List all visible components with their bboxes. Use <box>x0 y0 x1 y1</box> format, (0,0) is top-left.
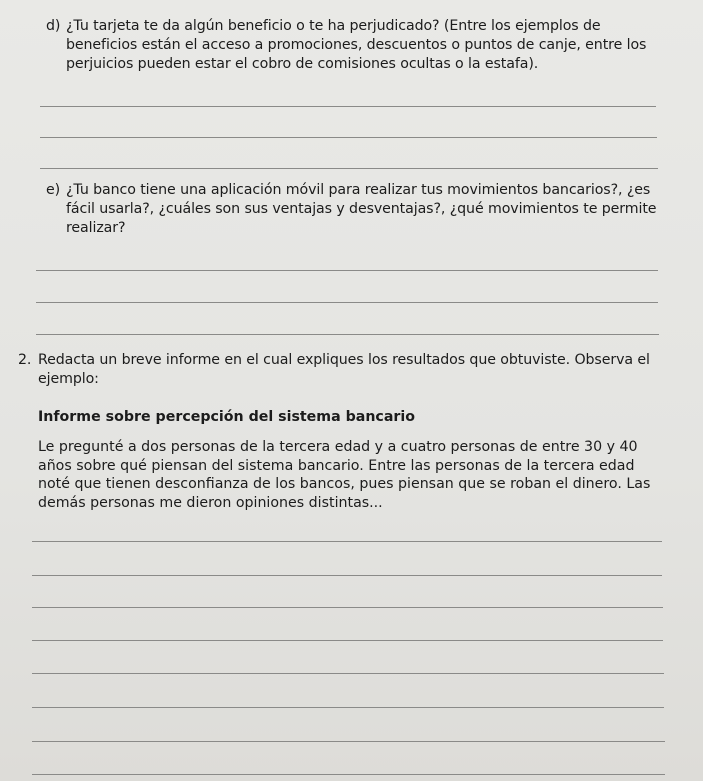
question-e-marker: e) <box>46 182 61 198</box>
item-2-marker: 2. <box>18 352 32 368</box>
question-d-marker: d) <box>46 18 61 34</box>
answer-line-d-3[interactable] <box>40 168 658 169</box>
question-e-text: ¿Tu banco tiene una aplicación móvil para realizar tus movimientos bancarios?, ¿es fácil usarla?, ¿cuáles son sus ventajas y desventajas?, ¿qué movimientos te permite realizar? <box>66 182 657 236</box>
example-title: Informe sobre percepción del sistema bancario <box>38 409 416 425</box>
question-e <box>46 181 660 238</box>
item-2-text: Redacta un breve informe en el cual expliques los resultados que obtuviste. Observa el ejemplo: <box>38 352 650 387</box>
answer-line-2-4[interactable] <box>32 640 663 641</box>
answer-line-e-2[interactable] <box>36 302 658 303</box>
answer-line-2-5[interactable] <box>32 673 664 674</box>
answer-line-2-3[interactable] <box>32 607 663 608</box>
item-2 <box>18 351 658 389</box>
answer-line-d-1[interactable] <box>40 106 656 107</box>
answer-line-2-6[interactable] <box>32 707 664 708</box>
answer-line-2-2[interactable] <box>32 575 662 576</box>
example-body: Le pregunté a dos personas de la tercera edad y a cuatro personas de entre 30 y 40 años sobre qué piensan del sistema bancario. Entre las personas de la tercera edad noté que tienen desconfianza de los bancos, pues piensan que se roban el dinero. Las demás personas me dieron opiniones distintas... <box>38 439 651 511</box>
answer-line-e-1[interactable] <box>36 270 658 271</box>
answer-line-e-3[interactable] <box>36 334 659 335</box>
answer-line-2-7[interactable] <box>32 741 665 742</box>
answer-line-d-2[interactable] <box>40 137 657 138</box>
question-d <box>46 17 658 74</box>
question-d-text: ¿Tu tarjeta te da algún beneficio o te ha perjudicado? (Entre los ejemplos de beneficios están el acceso a promociones, descuentos o puntos de canje, entre los perjuicios pueden estar el cobro de comisiones ocultas o la estafa). <box>66 18 647 72</box>
answer-line-2-8[interactable] <box>32 774 665 775</box>
answer-line-2-1[interactable] <box>32 541 662 542</box>
